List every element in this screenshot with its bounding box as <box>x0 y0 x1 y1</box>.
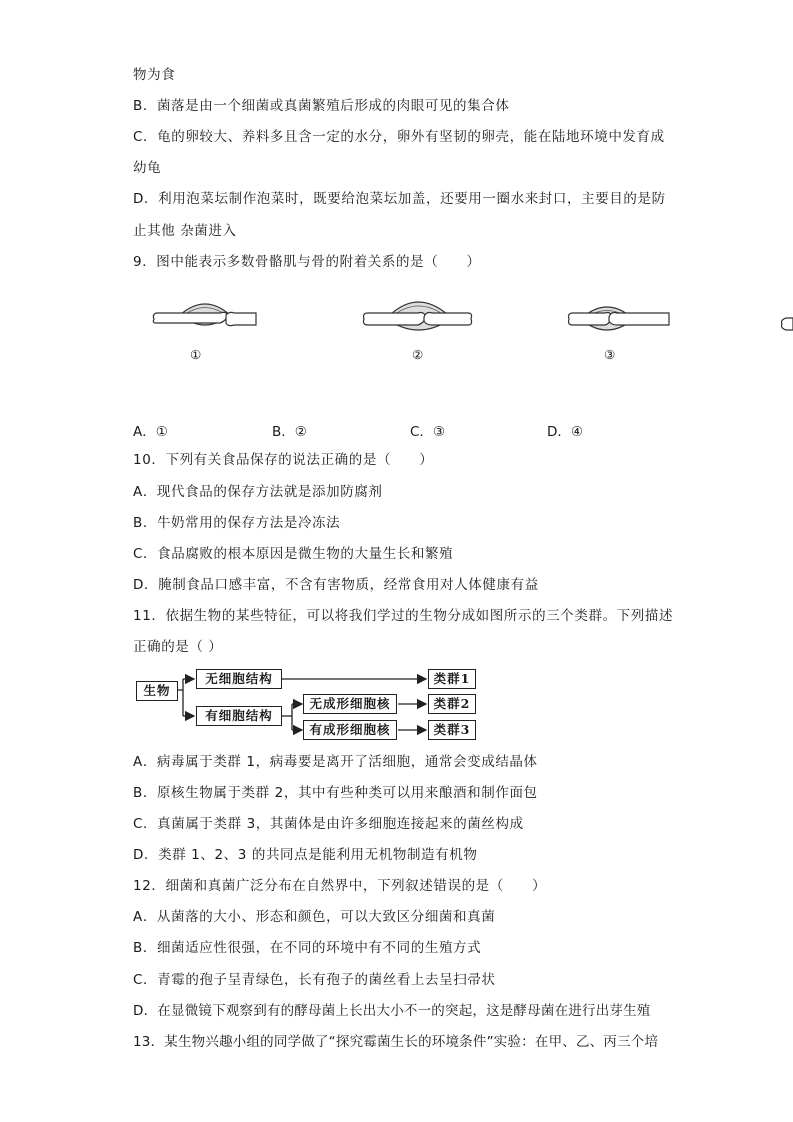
figure-label-3: ③ <box>604 347 616 362</box>
option-d[interactable]: D．④ <box>547 424 583 440</box>
option-b: B．原核生物属于类群 2，其中有些种类可以用来酿酒和制作面包 <box>133 785 538 801</box>
question-11-stem-cont: 正确的是（ ） <box>133 639 223 655</box>
muscle-bone-figure-3 <box>565 295 675 345</box>
option-a[interactable]: A．① <box>133 424 168 440</box>
text-line: 幼龟 <box>133 160 162 176</box>
option-c: C．真菌属于类群 3，其菌体是由许多细胞连接起来的菌丝构成 <box>133 816 524 832</box>
node-group-3: 类群3 <box>428 720 476 740</box>
node-group-2: 类群2 <box>428 694 476 714</box>
question-10-stem: 10．下列有关食品保存的说法正确的是（ ） <box>133 452 434 468</box>
text-line: 物为食 <box>133 67 176 83</box>
option-b[interactable]: B．② <box>272 424 307 440</box>
option-c[interactable]: C．③ <box>410 424 446 440</box>
option-c: C．龟的卵较大、养料多且含一定的水分，卵外有坚韧的卵壳，能在陆地环境中发育成 <box>133 129 665 145</box>
node-no-nucleus: 无成形细胞核 <box>303 694 397 714</box>
node-has-cell-structure: 有细胞结构 <box>196 706 282 726</box>
node-group-1: 类群1 <box>428 669 476 689</box>
option-a: A．病毒属于类群 1，病毒要是离开了活细胞，通常会变成结晶体 <box>133 754 538 770</box>
option-c: C．青霉的孢子呈青绿色，长有孢子的菌丝看上去呈扫帚状 <box>133 972 496 988</box>
option-b: B．菌落是由一个细菌或真菌繁殖后形成的肉眼可见的集合体 <box>133 98 510 114</box>
option-c: C．食品腐败的根本原因是微生物的大量生长和繁殖 <box>133 546 454 562</box>
question-9-options <box>133 420 633 440</box>
question-13-stem: 13．某生物兴趣小组的同学做了“探究霉菌生长的环境条件”实验：在甲、乙、丙三个培 <box>133 1034 659 1050</box>
option-d: D．类群 1、2、3 的共同点是能利用无机物制造有机物 <box>133 847 478 863</box>
option-d: D．腌制食品口感丰富，不含有害物质，经常食用对人体健康有益 <box>133 577 539 593</box>
option-d: D．利用泡菜坛制作泡菜时，既要给泡菜坛加盖，还要用一圈水来封口，主要目的是防 <box>133 191 666 207</box>
node-no-cell-structure: 无细胞结构 <box>196 669 282 689</box>
option-a: A．现代食品的保存方法就是添加防腐剂 <box>133 484 383 500</box>
text-line: 止其他 杂菌进入 <box>133 223 237 239</box>
option-b: B．细菌适应性很强，在不同的环境中有不同的生殖方式 <box>133 940 482 956</box>
question-11-stem: 11．依据生物的某些特征，可以将我们学过的生物分成如图所示的三个类群。下列描述 <box>133 608 674 624</box>
muscle-bone-figure-2 <box>360 295 475 345</box>
muscle-bone-figure-4-partial <box>776 308 793 338</box>
muscle-bone-figure-1 <box>150 295 260 345</box>
option-a: A．从菌落的大小、形态和颜色，可以大致区分细菌和真菌 <box>133 909 496 925</box>
question-9-stem: 9．图中能表示多数骨骼肌与骨的附着关系的是（ ） <box>133 254 481 270</box>
node-organism: 生物 <box>136 681 178 701</box>
figure-label-1: ① <box>190 347 202 362</box>
question-12-stem: 12．细菌和真菌广泛分布在自然界中，下列叙述错误的是（ ） <box>133 878 547 894</box>
node-has-nucleus: 有成形细胞核 <box>303 720 397 740</box>
figure-label-2: ② <box>412 347 424 362</box>
option-d: D．在显微镜下观察到有的酵母菌上长出大小不一的突起，这是酵母菌在进行出芽生殖 <box>133 1003 651 1019</box>
option-b: B．牛奶常用的保存方法是冷冻法 <box>133 515 341 531</box>
